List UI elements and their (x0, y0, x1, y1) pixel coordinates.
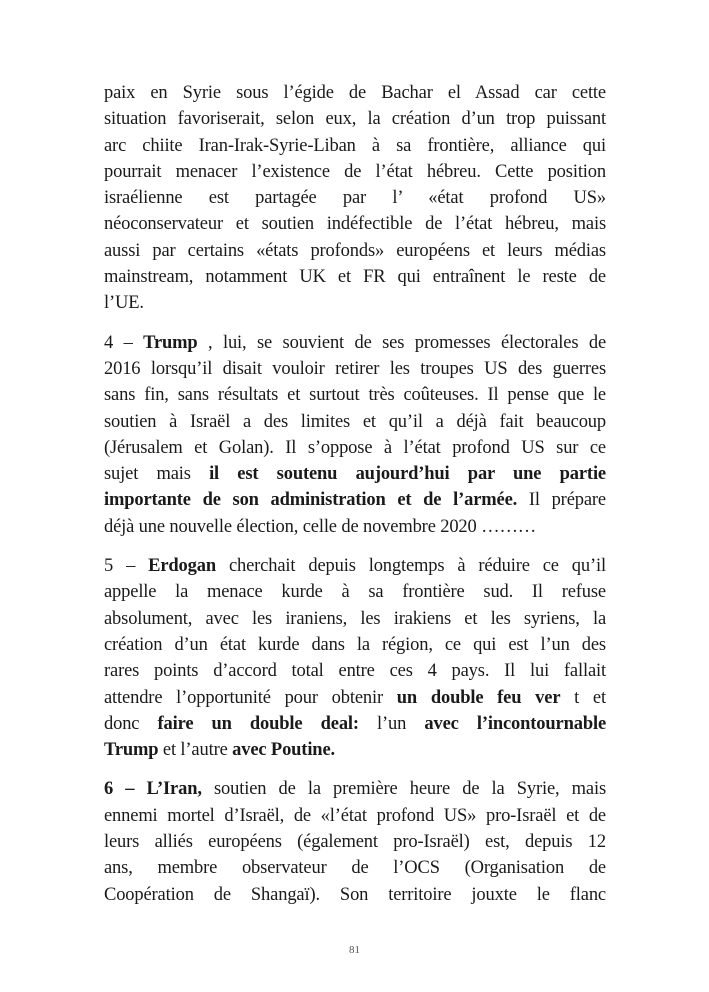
text-run: absolument, avec les iraniens, les irakiens et les syriens, la (104, 608, 606, 629)
text-run: pourrait menacer l’existence de l’état hébreu. Cette position (104, 161, 606, 182)
text-run: 2016 lorsqu’il disait vouloir retirer les troupes US des guerres (104, 358, 606, 379)
text-run: israélienne est partagée par l’ «état profond US» (104, 188, 606, 209)
text-line (104, 737, 606, 763)
text-line (104, 264, 606, 290)
text-line (104, 356, 606, 382)
text-run: attendre l’opportunité pour obtenir (104, 687, 397, 708)
page-number: 81 (349, 944, 360, 956)
text-line (104, 882, 606, 908)
text-run: 5 – (104, 556, 149, 577)
text-run: création d’un état kurde dans la région, ce qui est l’un des (104, 634, 606, 655)
text-run: ennemi mortel d’Israël, de «l’état profond US» pro-Israël et de (104, 805, 606, 826)
text-line (104, 855, 606, 881)
text-line (104, 435, 606, 461)
text-line (104, 553, 606, 579)
text-run: et l’autre (158, 740, 233, 761)
bold-text-run: faire un double deal: (157, 713, 359, 734)
text-run: (Jérusalem et Golan). Il s’oppose à l’état profond US sur ce (104, 437, 606, 458)
text-run: sujet mais (104, 464, 210, 485)
text-run: leurs alliés européens (également pro-Israël) est, depuis 12 (104, 832, 606, 853)
text-line (104, 382, 606, 408)
paragraph-1 (104, 80, 606, 317)
text-run: t et (560, 687, 606, 708)
text-line (104, 290, 606, 316)
text-line (104, 579, 606, 605)
bold-text-run: avec Poutine. (232, 740, 335, 761)
text-run: rares points d’accord total entre ces 4 pays. Il lui fallait (104, 661, 606, 682)
text-run: cherchait depuis longtemps à réduire ce qu’il (215, 556, 606, 577)
text-run: situation favoriserait, selon eux, la création d’un trop puissant (104, 109, 606, 130)
paragraph-4 (104, 776, 606, 907)
bold-text-run: Erdogan (148, 556, 216, 577)
text-line (104, 776, 606, 802)
text-line (104, 211, 606, 237)
bold-text-run: un double feu ver (396, 687, 561, 708)
text-line (104, 658, 606, 684)
text-run: soutien de la première heure de la Syrie, mais (201, 779, 607, 800)
text-run: mainstream, notamment UK et FR qui entraînent le reste de (104, 267, 606, 288)
text-line (104, 106, 606, 132)
bold-text-run: il est soutenu aujourd’hui par une partie (209, 464, 606, 485)
bold-text-run: Trump (104, 740, 159, 761)
text-line (104, 711, 606, 737)
text-line (104, 461, 606, 487)
text-run: donc (104, 713, 158, 734)
bold-text-run: 6 – L’Iran, (104, 779, 202, 800)
bold-text-run: Trump (143, 332, 198, 353)
text-line (104, 829, 606, 855)
text-run: ans, membre observateur de l’OCS (Organisation de (104, 858, 606, 879)
bold-text-run: importante de son administration et de l’armée. (104, 490, 518, 511)
text-run: arc chiite Iran-Irak-Syrie-Liban à sa frontière, alliance qui (104, 135, 606, 156)
text-run: soutien à Israël a des limites et qu’il a déjà fait beaucoup (104, 411, 606, 432)
text-line (104, 159, 606, 185)
text-line (104, 80, 606, 106)
text-run: déjà une nouvelle élection, celle de novembre 2020 ……… (104, 516, 537, 537)
text-line (104, 409, 606, 435)
text-run: paix en Syrie sous l’égide de Bachar el Assad car cette (104, 83, 606, 103)
text-line (104, 185, 606, 211)
text-line (104, 133, 606, 159)
text-run: Coopération de Shangaï). Son territoire jouxte le flanc (104, 884, 606, 905)
text-run: , lui, se souvient de ses promesses électorales de (197, 332, 607, 353)
text-run: l’un (358, 713, 425, 734)
bold-text-run: avec l’incontournable (424, 713, 607, 734)
text-line (104, 487, 606, 513)
text-run: appelle la menace kurde à sa frontière sud. Il refuse (104, 582, 606, 603)
text-run: sans fin, sans résultats et surtout très coûteuses. Il pense que le (104, 385, 606, 406)
text-line (104, 606, 606, 632)
text-line (104, 803, 606, 829)
text-run: 4 – (104, 332, 144, 353)
text-run: aussi par certains «états profonds» européens et leurs médias (104, 240, 606, 261)
text-run: Il prépare (517, 490, 606, 511)
text-line (104, 514, 606, 540)
text-run: néoconservateur et soutien indéfectible de l’état hébreu, mais (104, 214, 606, 235)
document-body (104, 80, 606, 921)
text-line (104, 632, 606, 658)
paragraph-3 (104, 553, 606, 763)
text-line (104, 330, 606, 356)
text-line (104, 238, 606, 264)
paragraph-2 (104, 330, 606, 540)
text-run: l’UE. (104, 293, 144, 314)
text-line (104, 685, 606, 711)
